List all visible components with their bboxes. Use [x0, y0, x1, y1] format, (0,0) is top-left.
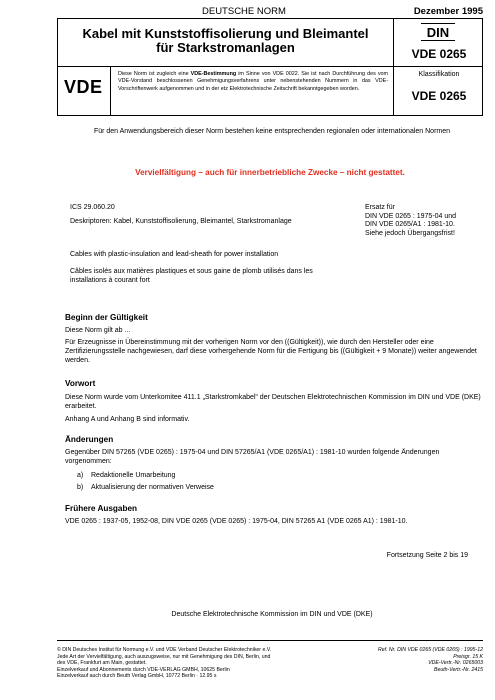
aenderungen-text: Gegenüber DIN 57265 (VDE 0265) : 1975-04 und DIN 57265/A1 (VDE 0265/A1) : 1981-10 wurden folgende Änderungen vorgenommen:	[65, 449, 440, 465]
section-heading-beginn: Beginn der Gültigkeit	[65, 313, 148, 322]
vorwort-text-1: Diese Norm wurde vom Unterkomitee 411.1 „Starkstromkabel“ der Deutschen Elektrotechnischen Kommission im DIN und VDE (DKE) erarbeitet.	[65, 394, 481, 410]
ics-code: ICS 29.060.20	[70, 204, 115, 211]
continuation-note: Fortsetzung Seite 2 bis 19	[386, 552, 468, 559]
list-item: b) Aktualisierung der normativen Verweise	[77, 484, 214, 491]
footer-reference: Ref. Nr. DIN VDE 0265 (VDE 0265) : 1995-12 Preisgr. 15 K VDE-Vertr.-Nr. 0265003 Beuth-Vertr.-Nr. 2415	[377, 647, 483, 673]
beginn-text-2: Für Erzeugnisse in Übereinstimmung mit der vorherigen Norm vor den ((Gültigkeit)), wie durch den Hersteller oder eine Zertifizierungsstelle nachgewiesen, darf diese vorhergehende Norm für die Fertigung bis ((Gültigkeit + 9 Monate)) weiter angewendet werden.	[65, 339, 477, 364]
beginn-text-1: Diese Norm gilt ab ...	[65, 327, 131, 334]
din-logo: DIN	[421, 23, 455, 41]
section-heading-vorwort: Vorwort	[65, 379, 96, 388]
descriptors: Deskriptoren: Kabel, Kunststoffisolierung, Bleimantel, Starkstromanlage	[70, 218, 292, 225]
vde-note: Diese Norm ist zugleich eine VDE-Bestimmung im Sinne von VDE 0022. Sie ist nach Durchführung des vom VDE-Vorstand beschlossenen Genehmigungsverfahrens unter nebenstehenden Nummern in das VDE-Vorschriftenwerk aufgenommen und in der etz Elektrotechnische Zeitschrift bekanntgegeben worden.	[118, 71, 389, 92]
section-heading-fruehere: Frühere Ausgaben	[65, 504, 138, 513]
issue-date: Dezember 1995	[413, 6, 483, 17]
list-item: a) Redaktionelle Umarbeitung	[77, 472, 176, 479]
title-english: Cables with plastic-insulation and lead-sheath for power installation	[70, 251, 279, 258]
footer-divider	[57, 640, 483, 641]
title-french: Câbles isolés aux matières plastiques et sous gaine de plomb utilisés dans les installations à courant fort	[70, 268, 313, 284]
replacement-note: Ersatz für DIN VDE 0265 : 1975-04 und DIN VDE 0265/A1 : 1981-10. Siehe jedoch Übergangsfrist!	[365, 204, 457, 237]
copy-warning: Vervielfältigung – auch für innerbetriebliche Zwecke – nicht gestattet.	[135, 168, 405, 177]
scope-note: Für den Anwendungsbereich dieser Norm bestehen keine entsprechenden regionalen oder internationalen Normen	[93, 128, 451, 135]
header-box	[57, 18, 483, 116]
vde-logo: VDE	[64, 77, 103, 97]
classification-id: VDE 0265	[411, 89, 467, 103]
classification-label: Klassifikation	[418, 71, 460, 78]
vorwort-text-2: Anhang A und Anhang B sind informativ.	[65, 416, 190, 423]
committee-name: Deutsche Elektrotechnische Kommission im DIN und VDE (DKE)	[171, 611, 373, 618]
fruehere-text: VDE 0265 : 1937-05, 1952-08, DIN VDE 0265 (VDE 0265) : 1975-04, DIN 57265 A1 (VDE 0265 A1) : 1981-10.	[65, 518, 408, 525]
footer-copyright: © DIN Deutsches Institut für Normung e.V. und VDE Verband Deutscher Elektrotechniker e.V. Jede Art der Vervielfältigung, auch auszugsweise, nur mit Genehmigung des DIN, Berlin, und des VDE, Frankfurt am Main, gestattet. Einzelverkauf und Abonnements durch VDE-VERLAG GMBH, 10625 Berlin Einzelverkauf auch durch Beuth Verlag GmbH, 10772 Berlin · 12.95 s	[57, 647, 272, 680]
norm-id: VDE 0265	[411, 47, 467, 61]
section-heading-aenderungen: Änderungen	[65, 435, 114, 444]
document-title: Kabel mit Kunststoffisolierung und Bleimantel für Starkstromanlagen	[82, 26, 369, 55]
norm-type: DEUTSCHE NORM	[202, 6, 286, 17]
